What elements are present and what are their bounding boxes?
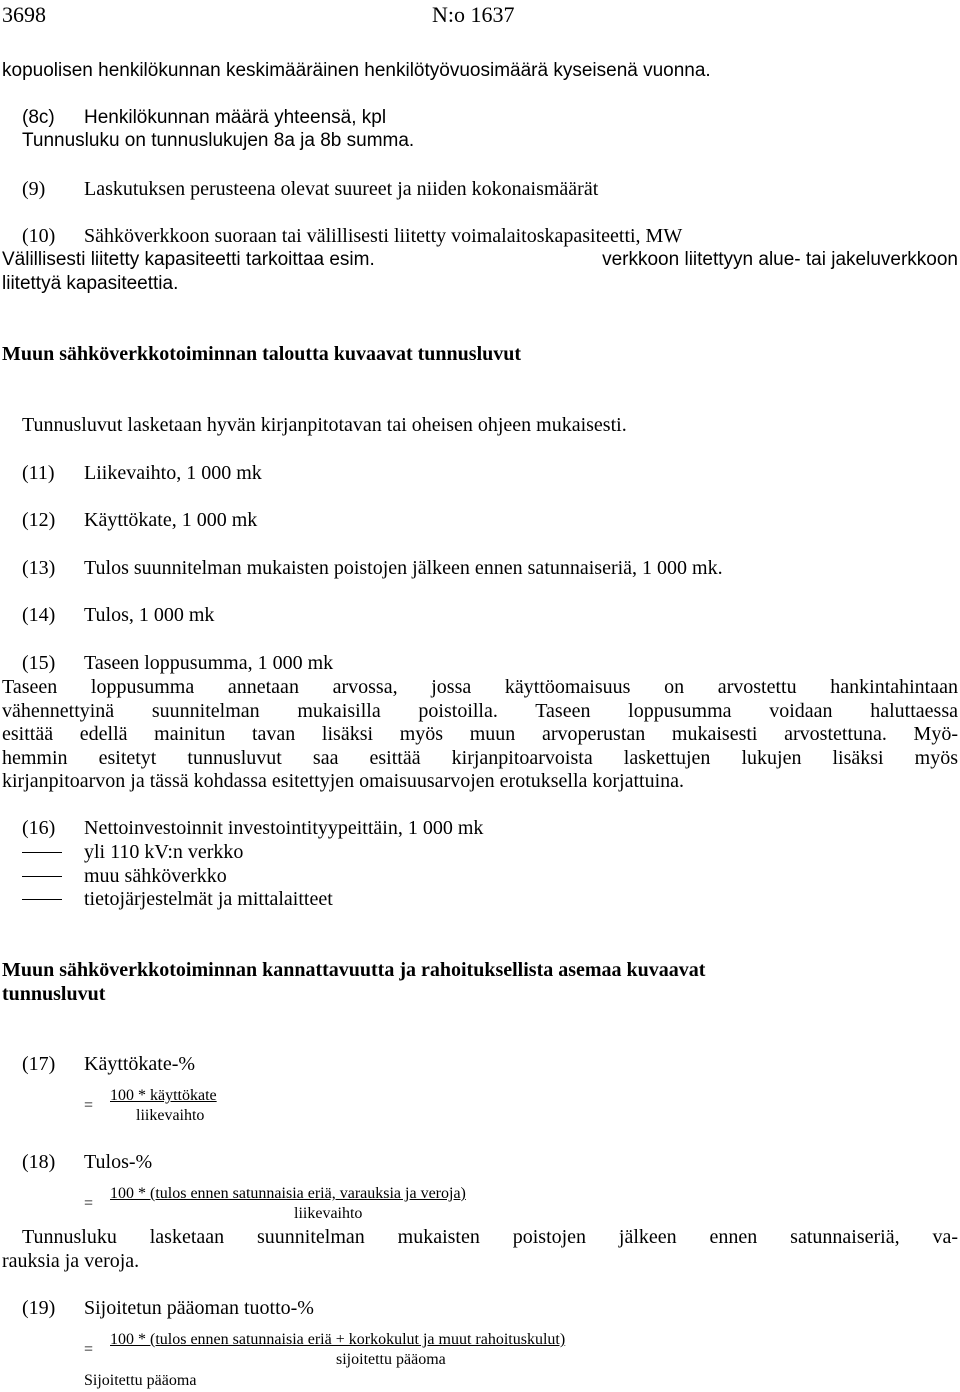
item-16-sub-2: muu sähköverkko xyxy=(84,865,227,887)
section-heading-profitability-2: tunnusluvut xyxy=(2,983,106,1005)
item-19-equals: = xyxy=(84,1341,94,1358)
item-15-text: Taseen loppusumma, 1 000 mk xyxy=(84,652,334,674)
item-19-numerator: 100 * (tulos ennen satunnaisia eriä + korkokulut ja muut rahoituskulut) xyxy=(110,1331,566,1348)
item-11-text: Liikevaihto, 1 000 mk xyxy=(84,462,262,484)
item-9-text: Laskutuksen perusteena olevat suureet ja niiden kokonaismäärät xyxy=(84,178,599,200)
item-10-text: Sähköverkkoon suoraan tai välillisesti liitetty voimalaitoskapasiteetti, MW xyxy=(84,225,683,247)
continuation-line: kopuolisen henkilökunnan keskimääräinen henkilötyövuosimäärä kyseisenä vuonna. xyxy=(2,60,711,81)
item-16-text: Nettoinvestoinnit investointityypeittäin, 1 000 mk xyxy=(84,817,484,839)
section-heading-profitability-1: Muun sähköverkkotoiminnan kannattavuutta ja rahoituksellista asemaa kuvaavat xyxy=(2,959,706,981)
dash-bullet xyxy=(22,899,62,900)
item-17-label: (17) xyxy=(22,1053,56,1075)
item-10-label: (10) xyxy=(22,225,56,247)
item-16-sub-3: tietojärjestelmät ja mittalaitteet xyxy=(84,888,333,910)
item-18-note-line-1: Tunnusluku lasketaan suunnitelman mukaisten poistojen jälkeen ennen satunnaiseriä, va- xyxy=(22,1226,958,1248)
item-8c-label: (8c) xyxy=(22,107,55,128)
item-16-label: (16) xyxy=(22,817,56,839)
dash-bullet xyxy=(22,876,62,877)
item-11-label: (11) xyxy=(22,462,55,484)
item-15-para-line-3: esittää edellä mainitun tavan lisäksi myös muun arvoperustan mukaisesti arvostettuna. Myö- xyxy=(2,723,958,745)
section-intro: Tunnusluvut lasketaan hyvän kirjanpitotavan tai oheisen ohjeen mukaisesti. xyxy=(22,414,627,436)
item-12-label: (12) xyxy=(22,509,56,531)
item-17-equals: = xyxy=(84,1097,94,1114)
item-8c-text: Henkilökunnan määrä yhteensä, kpl xyxy=(84,107,387,128)
item-14-text: Tulos, 1 000 mk xyxy=(84,604,215,626)
item-13-text: Tulos suunnitelman mukaisten poistojen jälkeen ennen satunnaiseriä, 1 000 mk. xyxy=(84,557,723,579)
item-19-denominator: sijoitettu pääoma xyxy=(336,1351,446,1368)
item-19-after: Sijoitettu pääoma xyxy=(84,1372,197,1389)
item-14-label: (14) xyxy=(22,604,56,626)
item-15-label: (15) xyxy=(22,652,56,674)
item-19-text: Sijoitetun pääoman tuotto-% xyxy=(84,1297,314,1319)
section-heading-finance: Muun sähköverkkotoiminnan taloutta kuvaavat tunnusluvut xyxy=(2,343,522,365)
item-15-para-line-5: kirjanpitoarvon ja tässä kohdassa esitettyjen omaisuusarvojen erotuksella korjattuina. xyxy=(2,770,685,792)
item-10-note-line-1 xyxy=(2,248,958,272)
item-18-note-line-2: rauksia ja veroja. xyxy=(2,1250,140,1272)
dash-bullet xyxy=(22,852,62,853)
item-18-denominator: liikevaihto xyxy=(294,1205,363,1222)
item-17-text: Käyttökate-% xyxy=(84,1053,196,1075)
item-19-label: (19) xyxy=(22,1297,56,1319)
item-15-para-line-1: Taseen loppusumma annetaan arvossa, jossa käyttöomaisuus on arvostettu hankintahintaan xyxy=(2,676,958,698)
issue-number: N:o 1637 xyxy=(432,2,515,27)
item-12-text: Käyttökate, 1 000 mk xyxy=(84,509,258,531)
item-18-label: (18) xyxy=(22,1151,56,1173)
item-18-equals: = xyxy=(84,1195,94,1212)
item-15-para-line-4: hemmin esitetyt tunnusluvut saa esittää kirjanpitoarvoista laskettujen lukujen lisäksi myös xyxy=(2,747,958,769)
item-10-note-left: Välillisesti liitetty kapasiteetti tarkoittaa esim. xyxy=(2,249,375,270)
item-17-numerator: 100 * käyttökate xyxy=(110,1087,217,1104)
item-8c-note: Tunnusluku on tunnuslukujen 8a ja 8b summa. xyxy=(22,130,415,151)
item-15-para-line-2: vähennettyinä suunnitelman mukaisilla poistoilla. Taseen loppusumma voidaan haluttaessa xyxy=(2,700,958,722)
item-18-numerator: 100 * (tulos ennen satunnaisia eriä, varauksia ja veroja) xyxy=(110,1185,466,1202)
item-17-denominator: liikevaihto xyxy=(136,1107,205,1124)
item-13-label: (13) xyxy=(22,557,56,579)
page-number: 3698 xyxy=(2,2,46,27)
item-10-note-line-2: liitettyä kapasiteettia. xyxy=(2,273,179,294)
item-10-note-right: verkkoon liitettyyn alue- tai jakeluverkkoon xyxy=(602,249,958,270)
item-16-sub-1: yli 110 kV:n verkko xyxy=(84,841,244,863)
item-9-label: (9) xyxy=(22,178,46,200)
item-18-text: Tulos-% xyxy=(84,1151,153,1173)
